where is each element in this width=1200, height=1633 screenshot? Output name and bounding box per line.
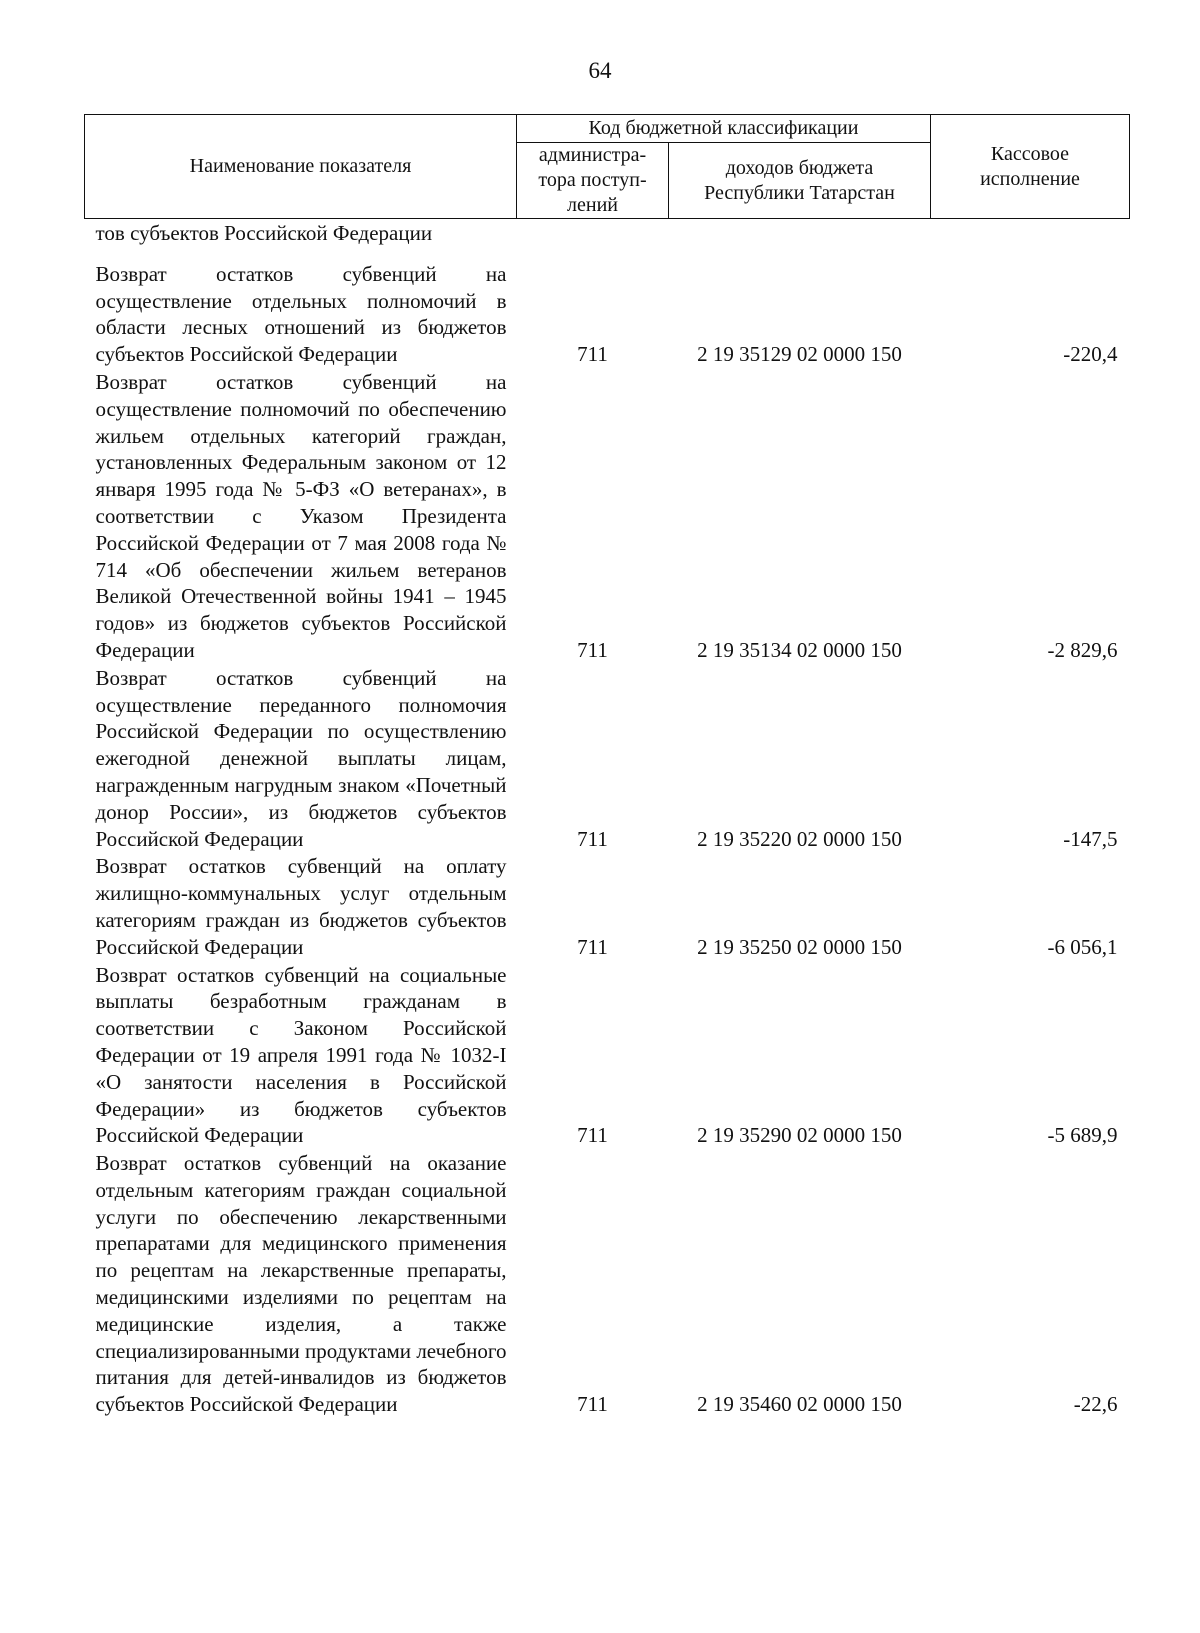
row-amount: -220,4: [1063, 342, 1118, 367]
table-row: [85, 219, 1130, 247]
page-number: 64: [588, 58, 612, 83]
row-admin-code: 711: [577, 1392, 608, 1417]
table-row: [85, 368, 1130, 664]
row-name: Возврат остатков субвенций на осуществление отдельных полномочий в области лесных отношений из бюджетов субъектов Российской Федерации: [95, 261, 507, 367]
row-amount: -5 689,9: [1047, 1123, 1118, 1148]
row-income-code: 2 19 35129 02 0000 150: [697, 342, 902, 367]
row-admin-code: 711: [577, 934, 608, 959]
table-row: [85, 247, 1130, 368]
row-name: Возврат остатков субвенций на оплату жилищно-коммунальных услуг отдельным категориям граждан из бюджетов субъектов Российской Федерации: [95, 854, 507, 959]
row-admin-code: 711: [577, 342, 608, 367]
row-amount: -147,5: [1063, 826, 1118, 851]
row-name: Возврат остатков субвенций на осуществление переданного полномочия Российской Федерации по осуществлению ежегодной денежной выплаты лицам, награжденным нагрудным знаком «Почетный донор России», из бюджетов субъектов Российской Федерации: [95, 665, 507, 851]
row-admin-code: 711: [577, 1123, 608, 1148]
table-body: [85, 219, 1130, 1419]
header-admin-line1: администра-: [538, 144, 647, 166]
header-admin: [517, 143, 669, 219]
row-income-code: 2 19 35460 02 0000 150: [697, 1392, 902, 1417]
budget-report-table: [84, 114, 1130, 1418]
header-budget-code: Код бюджетной классификации: [517, 115, 931, 143]
header-execution: [931, 115, 1130, 219]
row-name: тов субъектов Российской Федерации: [95, 221, 433, 245]
header-admin-line3: лений: [567, 194, 618, 216]
row-income-code: 2 19 35290 02 0000 150: [697, 1123, 902, 1148]
row-admin-code: [517, 219, 669, 247]
row-amount: -2 829,6: [1047, 637, 1118, 662]
row-amount: [931, 219, 1130, 247]
table-row: [85, 1149, 1130, 1418]
row-admin-code: 711: [577, 826, 608, 851]
row-name: Возврат остатков субвенций на оказание отдельным категориям граждан социальной услуги по обеспечению лекарственными препаратами для медицинского применения по рецептам на лекарственные препараты, медицинскими изделиями по рецептам на медицинские изделия, а также специализированными продуктами лечебного питания для детей-инвалидов из бюджетов субъектов Российской Федерации: [95, 1151, 507, 1417]
row-income-code: 2 19 35220 02 0000 150: [697, 826, 902, 851]
row-amount: -6 056,1: [1047, 934, 1118, 959]
header-name: Наименование показателя: [85, 115, 517, 219]
header-execution-line2: исполнение: [980, 167, 1080, 190]
row-name: Возврат остатков субвенций на осуществление полномочий по обеспечению жильем отдельных категорий граждан, установленных Федеральным законом от 12 января 1995 года № 5-ФЗ «О ветеранах», в соответствии с Указом Президента Российской Федерации от 7 мая 2008 года № 714 «Об обеспечении жильем ветеранов Великой Отечественной войны 1941 – 1945 годов» из бюджетов субъектов Российской Федерации: [95, 369, 507, 662]
header-income: [669, 143, 931, 219]
header-admin-line2: тора поступ-: [538, 169, 647, 191]
row-income-code: [669, 219, 931, 247]
table-row: [85, 664, 1130, 853]
row-name: Возврат остатков субвенций на социальные выплаты безработным гражданам в соответствии с Законом Российской Федерации от 19 апреля 1991 года № 1032-I «О занятости населения в Российской Федерации» из бюджетов субъектов Российской Федерации: [95, 962, 507, 1148]
row-income-code: 2 19 35134 02 0000 150: [697, 637, 902, 662]
table-row: [85, 961, 1130, 1150]
header-income-line1: доходов бюджета: [725, 156, 874, 179]
table-header: [85, 115, 1130, 219]
header-execution-line1: Кассовое: [990, 142, 1070, 165]
row-admin-code: 711: [577, 637, 608, 662]
row-income-code: 2 19 35250 02 0000 150: [697, 934, 902, 959]
row-amount: -22,6: [1073, 1392, 1118, 1417]
table-row: [85, 852, 1130, 960]
header-income-line2: Республики Татарстан: [704, 181, 895, 204]
